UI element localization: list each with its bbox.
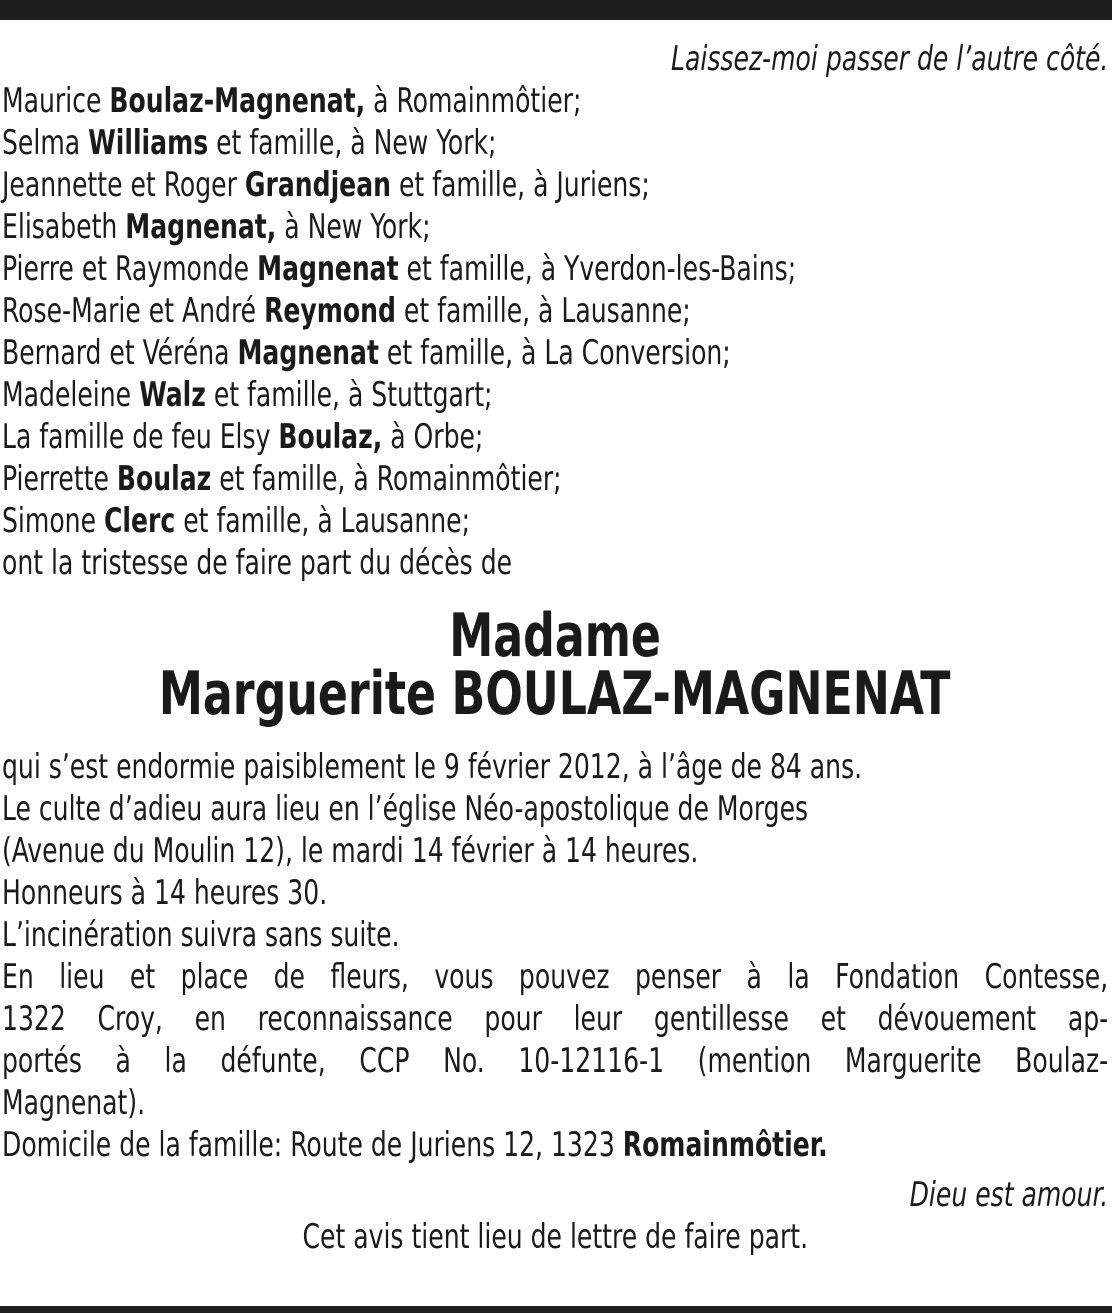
detail-line: L’incinération suivra sans suite.	[2, 915, 400, 955]
detail-line: qui s’est endormie paisiblement le 9 février 2012, à l’âge de 84 ans.	[2, 747, 863, 787]
mourner-line: Bernard et Véréna Magnenat et famille, à La Conversion;	[2, 333, 731, 373]
mourner-line: Simone Clerc et famille, à Lausanne;	[2, 501, 471, 541]
mourner-line: Selma Williams et famille, à New York;	[2, 123, 497, 163]
closing-quote: Dieu est amour.	[909, 1175, 1108, 1215]
footer-note: Cet avis tient lieu de lettre de faire part.	[302, 1217, 808, 1257]
deceased-name: Marguerite BOULAZ-MAGNENAT	[159, 659, 951, 729]
mourner-line: Madeleine Walz et famille, à Stuttgart;	[2, 375, 493, 415]
mourner-line: Rose-Marie et André Reymond et famille, à Lausanne;	[2, 291, 691, 331]
top-rule	[0, 0, 1112, 20]
detail-line: Le culte d’adieu aura lieu en l’église Néo-apostolique de Morges	[2, 789, 809, 829]
mourner-line: Pierre et Raymonde Magnenat et famille, à Yverdon-les-Bains;	[2, 249, 797, 289]
detail-line: Honneurs à 14 heures 30.	[2, 873, 328, 913]
donation-paragraph	[2, 956, 1108, 1124]
donation-line: Magnenat).	[2, 1083, 146, 1123]
donation-line: En lieu et place de fleurs, vous pouvez penser à la Fondation Contesse,	[2, 957, 1109, 997]
mourner-line: Pierrette Boulaz et famille, à Romainmôtier;	[2, 459, 562, 499]
deceased-honorific: Madame	[449, 601, 661, 671]
mourner-line: Maurice Boulaz-Magnenat, à Romainmôtier;	[2, 81, 582, 121]
bottom-rule	[0, 1306, 1112, 1313]
family-domicile: Domicile de la famille: Route de Juriens 12, 1323 Romainmôtier.	[2, 1125, 828, 1165]
donation-line: 1322 Croy, en reconnaissance pour leur gentillesse et dévouement ap-	[2, 999, 1109, 1039]
detail-line: (Avenue du Moulin 12), le mardi 14 février à 14 heures.	[2, 831, 699, 871]
mourner-line: Elisabeth Magnenat, à New York;	[2, 207, 431, 247]
epigraph: Laissez-moi passer de l’autre côté.	[670, 39, 1108, 79]
mourner-line: La famille de feu Elsy Boulaz, à Orbe;	[2, 417, 484, 457]
mourners-list	[2, 80, 1108, 542]
donation-line: portés à la défunte, CCP No. 10-12116-1 (mention Marguerite Boulaz-	[2, 1041, 1109, 1081]
service-details	[2, 746, 1108, 956]
mourner-line: Jeannette et Roger Grandjean et famille, à Juriens;	[2, 165, 650, 205]
announcement-text: ont la tristesse de faire part du décès de	[2, 543, 513, 583]
obituary-notice	[2, 38, 1108, 1258]
